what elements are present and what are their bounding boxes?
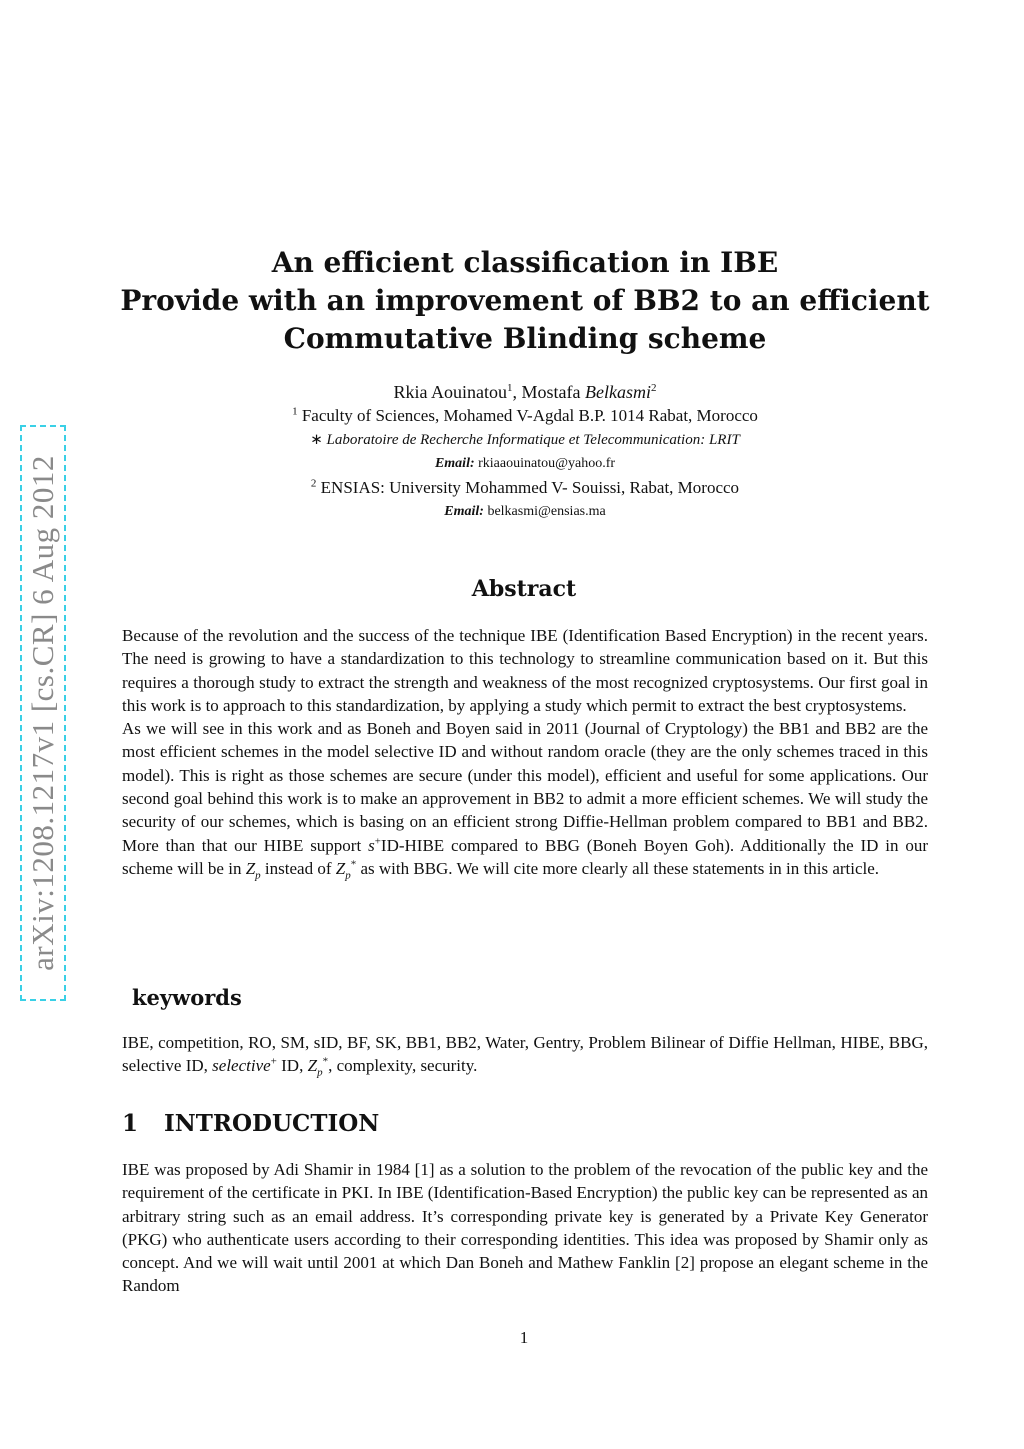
authors-line: Rkia Aouinatou$^1$, Mostafa Belkasmi$^2$ [393,382,657,402]
affiliation-2: $^2$ ENSIAS: University Mohammed V- Souissi, Rabat, Morocco [310,477,740,497]
affiliation-1: $^1$ Faculty of Sciences, Mohamed V-Agdal B.P. 1014 Rabat, Morocco [292,405,758,425]
keywords-heading: keywords [132,985,242,1010]
title-line-1: An efficient classification in IBE [271,246,779,279]
author-1: Rkia Aouinatou [393,382,508,402]
arxiv-id: arXiv:1208.1217v1 [cs.CR] 6 Aug 2012 [25,455,60,971]
author-2: Belkasmi [585,382,651,402]
section-title: INTRODUCTION [164,1110,380,1137]
introduction-body: IBE was proposed by Adi Shamir in 1984 [1] as a solution to the problem of the revocation of the public key and the requirement of the certificate in PKI. In IBE (Identification-Based Encryption) the public key can be represented as an arbitrary string such as an email address. It’s corresponding private key is generated by a Private Key Generator (PKG) who authenticate users according to their corresponding identities. This idea was proposed by Shamir only as concept. And we will wait until 2001 at which Dan Boneh and Mathew Fanklin [2] propose an elegant scheme in the Random [122,1160,928,1296]
abstract-paragraph-1: Because of the revolution and the success of the technique IBE (Identification Based Encryption) in the recent years. The need is growing to have a standardization to this technology to streamline communication based on it. But this requires a thorough study to extract the strength and weakness of the most recognized cryptosystems. Our first goal in this work is to approach to this standardization, by applying a study which permit to extract the best cryptosystems. [122,626,928,715]
section-number: 1 [122,1110,139,1137]
email-1: Email: rkiaaouinatou@yahoo.fr [434,456,616,471]
abstract-body [122,624,928,880]
paper-title [100,244,950,358]
lab-affiliation: ∗ Laboratoire de Recherche Informatique et Telecommunication: LRIT [310,432,740,448]
page-number: 1 [519,1328,529,1347]
email-2: Email: belkasmi@ensias.ma [444,504,606,519]
author-block [140,380,910,524]
title-line-3: Commutative Blinding scheme [283,322,767,355]
title-line-2: Provide with an improvement of BB2 to an efficient [120,284,930,317]
arxiv-stamp [20,425,66,1001]
section-heading-introduction [122,1110,379,1137]
abstract-paragraph-2: As we will see in this work and as Boneh and Boyen said in 2011 (Journal of Cryptology) the BB1 and BB2 are the most efficient schemes in the model selective ID and without random oracle (they are the only schemes traced in this model). This is right as those schemes are secure (under this model), efficient and useful for some applications. Our second goal behind this work is to make an approvement in BB2 to admit a more efficient schemes. We will study the security of our schemes, which is basing on an efficient strong Diffie-Hellman problem compared to BB1 and BB2. More than that our HIBE support s+ID-HIBE compared to BBG (Boneh Boyen Goh). Additionally the ID in our scheme will be in $Z_p$ instead of $Z_p^*$ as with BBG. We will cite more clearly all these statements in in this article. [122,719,929,882]
abstract-heading: Abstract [471,576,577,602]
keywords-body: IBE, competition, RO, SM, sID, BF, SK, BB1, BB2, Water, Gentry, Problem Bilinear of Diffie Hellman, HIBE, BBG, selective ID, selective+ ID, $Z_p^*$, complexity, security. [122,1033,928,1079]
